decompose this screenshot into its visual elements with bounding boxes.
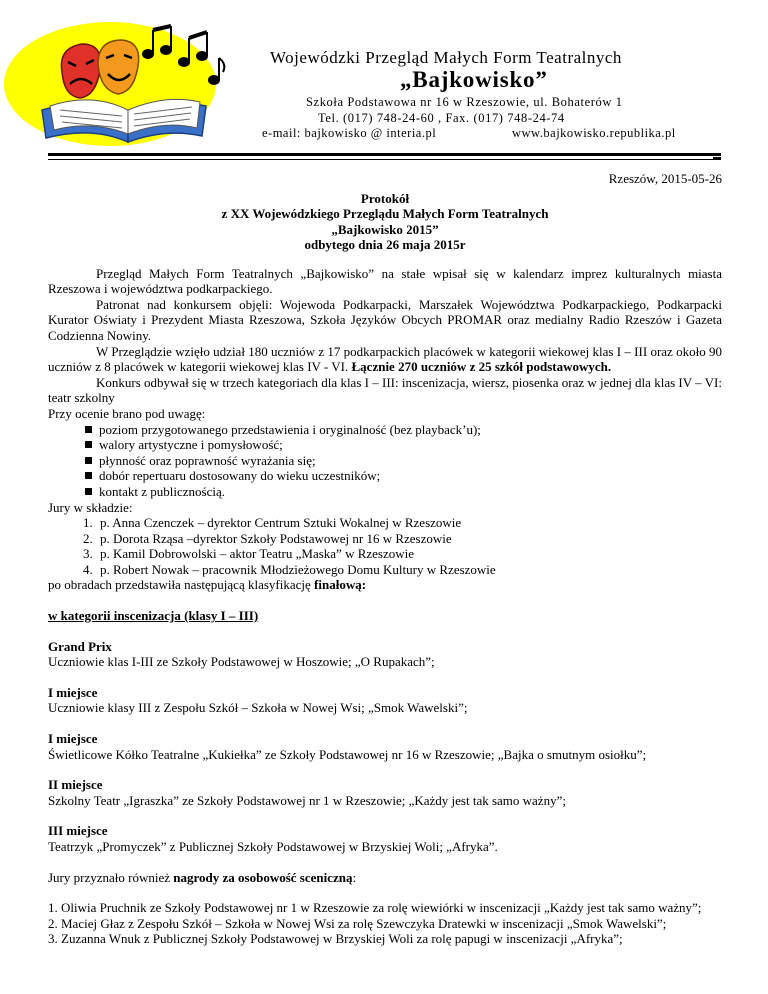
participants-paragraph <box>48 344 722 375</box>
results-intro <box>48 577 722 593</box>
list-item: poziom przygotowanego przedstawienia i oryginalność (bez playback’u); <box>85 422 722 438</box>
award-text: Szkolny Teatr „Igraszka” ze Szkoły Podstawowej nr 1 w Rzeszowie; „Każdy jest tak samo ważny”; <box>48 792 566 808</box>
header-rule-thick <box>48 153 721 156</box>
letterhead-website: www.bajkowisko.republika.pl <box>512 126 676 140</box>
award-place: I miejsce <box>48 731 98 747</box>
award-block <box>48 731 722 762</box>
categories-paragraph: Konkurs odbywał się w trzech kategoriach dla klas I – III: inscenizacja, wiersz, piosenka oraz w jednej dla klas IV – VI: teatr szkolny <box>48 374 722 406</box>
list-item: 2. p. Dorota Rząsa –dyrektor Szkoły Podstawowej nr 16 w Rzeszowie <box>96 531 722 547</box>
document-date: Rzeszów, 2015-05-26 <box>608 171 722 186</box>
list-item: 4. p. Robert Nowak – pracownik Młodzieżowego Domu Kultury w Rzeszowie <box>96 562 722 578</box>
jury-list <box>48 515 722 577</box>
participants-total: Łącznie 270 uczniów z 25 szkół podstawowych. <box>351 359 612 375</box>
list-item: płynność oraz poprawność wyrażania się; <box>85 453 722 469</box>
award-place: III miejsce <box>48 823 108 839</box>
theatre-masks-book-notes-logo <box>0 14 250 148</box>
special-award-item: 2. Maciej Głaz z Zespołu Szkół – Szkoła w Nowej Wsi za rolę Szewczyka Dratewki w inscenizacji „Smok Wawelski”; <box>48 915 667 931</box>
award-block <box>48 685 722 716</box>
patronage-paragraph: Patronat nad konkursem objęli: Wojewoda Podkarpacki, Marszałek Województwa Podkarpackiego, Podkarpacki Kurator Oświaty i Prezydent Miasta Rzeszowa, Szkoła Języków Obcych PROMAR oraz medialny Radio Rzeszów i Gazeta Codzienna Nowiny. <box>48 296 722 343</box>
jury-intro: Jury w składzie: <box>48 499 133 515</box>
list-item: kontakt z publicznością. <box>85 484 722 500</box>
criteria-list <box>48 422 722 500</box>
header-rule-thin <box>48 159 721 160</box>
award-place: I miejsce <box>48 684 98 700</box>
header-rule-mark <box>713 157 721 160</box>
list-item: walory artystyczne i pomysłowość; <box>85 437 722 453</box>
participants-text: W Przeglądzie wzięło udział 180 uczniów z 17 podkarpackich placówek w kategorii wiekowej klas I – III oraz około 90 uczniów z 8 placówek w kategorii wiekowej klas IV - VI. <box>48 343 722 375</box>
award-block <box>48 639 722 670</box>
title-line: Protokół <box>360 190 410 206</box>
list-item: 1. p. Anna Czenczek – dyrektor Centrum Sztuki Wokalnej w Rzeszowie <box>96 515 722 531</box>
award-text: Świetlicowe Kółko Teatralne „Kukiełka” ze Szkoły Podstawowej nr 16 w Rzeszowie; „Bajka o smutnym osiołku”; <box>48 746 647 762</box>
title-line: z XX Wojewódzkiego Przeglądu Małych Form Teatralnych <box>221 206 549 222</box>
letterhead-title: Wojewódzki Przegląd Małych Form Teatralnych <box>270 48 622 67</box>
letterhead-name: „Bajkowisko” <box>400 67 548 92</box>
special-award-item: 1. Oliwia Pruchnik ze Szkoły Podstawowej nr 1 w Rzeszowie za rolę wiewiórki w inscenizacji „Każdy jest tak samo ważny”; <box>48 900 702 916</box>
document-title <box>48 191 722 253</box>
award-place: Grand Prix <box>48 638 112 654</box>
list-item: 3. p. Kamil Dobrowolski – aktor Teatru „Maska” w Rzeszowie <box>96 546 722 562</box>
results-intro-text: po obradach przedstawiła następującą klasyfikację <box>48 577 311 593</box>
letterhead-address: Szkoła Podstawowa nr 16 w Rzeszowie, ul. Bohaterów 1 <box>306 95 623 109</box>
results-intro-bold: finałową: <box>314 577 367 593</box>
intro-paragraph: Przegląd Małych Form Teatralnych „Bajkowisko” na stałe wpisał się w kalendarz imprez kulturalnych miasta Rzeszowa i województwa podkarpackiego. <box>48 265 722 297</box>
award-place: II miejsce <box>48 777 103 793</box>
award-text: Teatrzyk „Promyczek” z Publicznej Szkoły Podstawowej w Brzyskiej Woli; „Afryka”. <box>48 839 498 854</box>
section-heading: w kategorii inscenizacja (klasy I – III) <box>48 608 259 624</box>
award-block <box>48 777 722 808</box>
letterhead-email: e-mail: bajkowisko @ interia.pl <box>262 126 437 140</box>
list-item: dobór repertuaru dostosowany do wieku uczestników; <box>85 468 722 484</box>
criteria-intro: Przy ocenie brano pod uwagę: <box>48 405 206 421</box>
special-intro-bold: nagrody za osobowość sceniczną <box>173 869 353 885</box>
special-awards-intro <box>48 870 722 886</box>
award-block <box>48 823 722 854</box>
special-intro-end: : <box>352 869 357 885</box>
special-award-item: 3. Zuzanna Wnuk z Publicznej Szkoły Podstawowej w Brzyskiej Woli za rolę papugi w inscenizacji „Afryka”; <box>48 931 623 947</box>
award-text: Uczniowie klasy III z Zespołu Szkół – Szkoła w Nowej Wsi; „Smok Wawelski”; <box>48 700 468 716</box>
letterhead-phone: Tel. (017) 748-24-60 , Fax. (017) 748-24-74 <box>318 111 565 125</box>
award-text: Uczniowie klas I-III ze Szkoły Podstawowej w Hoszowie; „O Rupakach”; <box>48 654 435 670</box>
special-intro-text: Jury przyznało również <box>48 869 171 885</box>
title-line: „Bajkowisko 2015” <box>331 221 439 237</box>
protocol-document <box>48 171 722 947</box>
title-line: odbytego dnia 26 maja 2015r <box>304 237 466 253</box>
